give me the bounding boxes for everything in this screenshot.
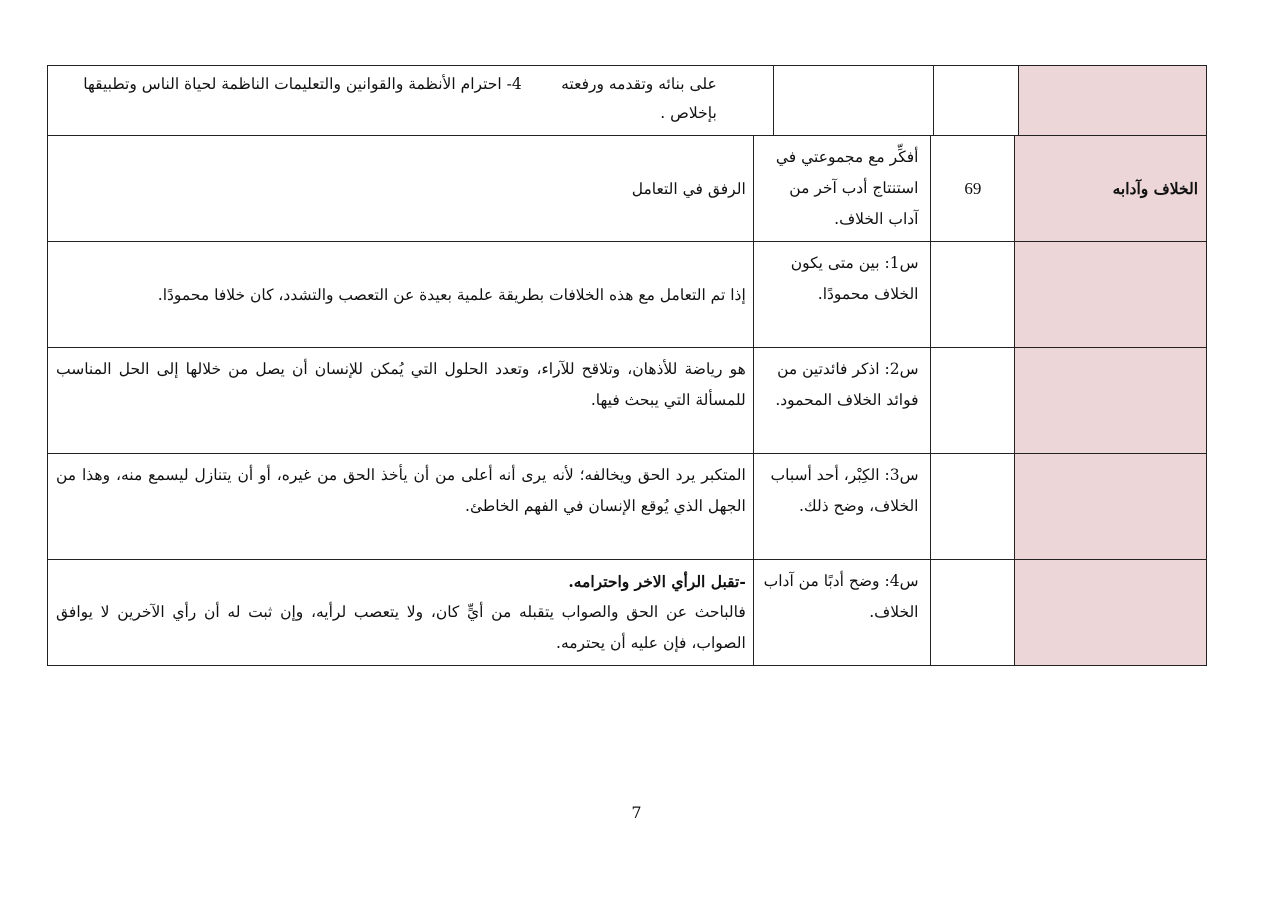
answer-cell: الرفق في التعامل [631, 180, 746, 198]
activity-cell: س4: وضح أدبًا من آداب الخلاف. [753, 560, 931, 665]
table-row [47, 454, 1207, 560]
page-cell [930, 348, 1014, 453]
topic-cell [1014, 348, 1206, 453]
answer-cell: هو رياضة للأذهان، وتلاقح للآراء، وتعدد الحلول التي يُمكن للإنسان أن يصل من خلالها إلى الحل المناسب للمسألة التي يبحث فيها. [56, 360, 746, 409]
table-row [47, 65, 1207, 136]
page-cell [933, 66, 1019, 135]
answer-text: فالباحث عن الحق والصواب يتقبله من أيٍّ كان، ولا يتعصب لرأيه، وإن ثبت له أن رأي الآخرين لا يوافق الصواب، فإن عليه أن يحترمه. [56, 603, 746, 652]
page-number: 7 [631, 803, 642, 822]
activity-cell: س3: الكِبْر، أحد أسباب الخلاف، وضح ذلك. [753, 454, 931, 559]
answer-table [47, 65, 1207, 666]
table-row [47, 560, 1207, 666]
answer-cell: إذا تم التعامل مع هذه الخلافات بطريقة علمية بعيدة عن التعصب والتشدد، كان خلافا محمودًا. [157, 286, 746, 304]
table-row [47, 136, 1207, 242]
page-cell: 69 [930, 136, 1014, 241]
topic-cell [1014, 454, 1206, 559]
activity-cell: س2: اذكر فائدتين من فوائد الخلاف المحمود. [753, 348, 931, 453]
topic-cell [1018, 66, 1206, 135]
table-row [47, 242, 1207, 348]
table-row [47, 348, 1207, 454]
page-cell [930, 242, 1014, 347]
answer-line: على بنائه وتقدمه ورفعته 4- احترام الأنظمة والقوانين والتعليمات الناظمة لحياة الناس وتطبيقها [83, 75, 717, 93]
answer-cell: المتكبر يرد الحق ويخالفه؛ لأنه يرى أنه أعلى من أن يأخذ الحق من غيره، أو أن يتنازل ليسمع منه، وهذا من الجهل الذي يُوقع الإنسان في الفهم الخاطئ. [56, 466, 746, 515]
answer-line: بإخلاص . [660, 104, 717, 122]
answer-cell [48, 66, 773, 135]
page-cell [930, 454, 1014, 559]
answer-cell [48, 560, 753, 665]
page-cell [930, 560, 1014, 665]
topic-cell [1014, 560, 1206, 665]
activity-cell: س1: بين متى يكون الخلاف محمودًا. [753, 242, 931, 347]
topic-cell [1014, 242, 1206, 347]
topic-cell: الخلاف وآدابه [1014, 136, 1206, 241]
activity-cell [773, 66, 933, 135]
activity-cell: أفكِّر مع مجموعتي في استنتاج أدب آخر من آداب الخلاف. [753, 136, 931, 241]
answer-heading: -تقبل الرأي الاخر واحترامه. [568, 572, 746, 591]
